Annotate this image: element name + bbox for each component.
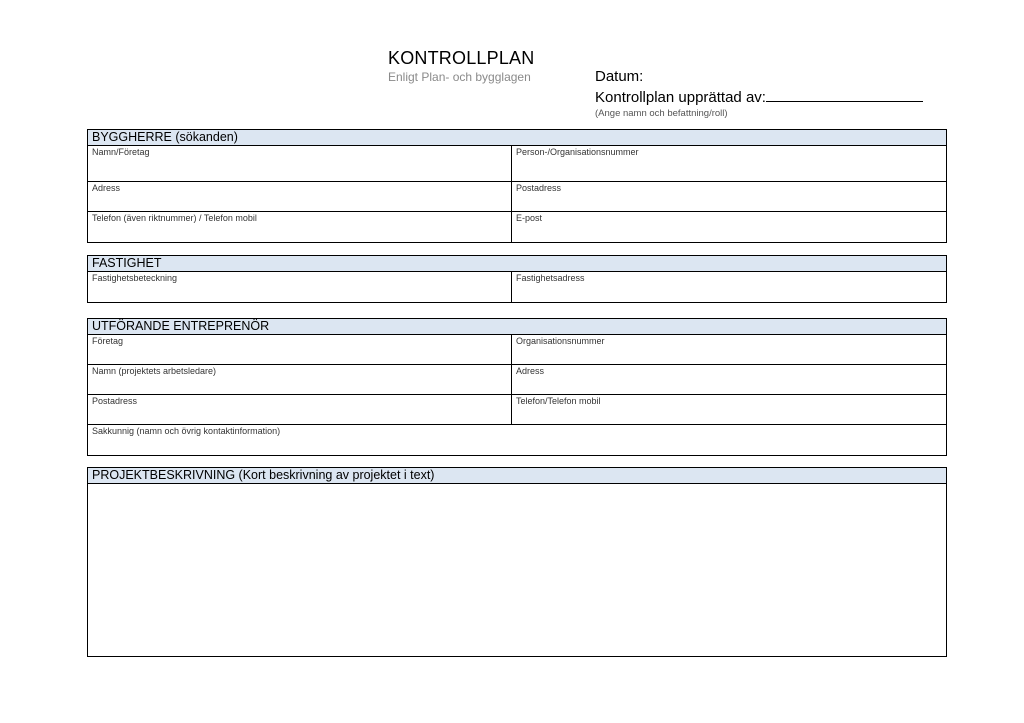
prepared-by-label: Kontrollplan upprättad av: — [595, 89, 766, 106]
prepared-by-field[interactable] — [766, 88, 923, 102]
company-field[interactable]: Företag — [88, 335, 512, 364]
project-description-field[interactable] — [88, 484, 946, 656]
contractor-phone-field[interactable]: Telefon/Telefon mobil — [516, 396, 601, 406]
expert-field[interactable]: Sakkunnig (namn och övrig kontaktinformation) — [92, 426, 281, 436]
property-designation-field[interactable]: Fastighetsbeteckning — [88, 272, 512, 302]
phone-field[interactable]: Telefon (även riktnummer) / Telefon mobil — [88, 212, 512, 242]
section-heading: BYGGHERRE (sökanden) — [88, 130, 946, 146]
company-orgnr-field[interactable]: Organisationsnummer — [516, 336, 605, 346]
form-row — [88, 395, 946, 425]
form-row — [88, 212, 946, 242]
section-heading: UTFÖRANDE ENTREPRENÖR — [88, 319, 946, 335]
orgnr-field[interactable]: Person-/Organisationsnummer — [516, 147, 639, 157]
form-row — [88, 425, 946, 455]
datum-label: Datum: — [595, 68, 644, 85]
form-row — [88, 335, 946, 365]
contractor-address-field[interactable]: Adress — [516, 366, 545, 376]
section-entreprenor — [87, 318, 947, 456]
document-subtitle: Enligt Plan- och bygglagen — [388, 70, 531, 84]
property-address-field[interactable]: Fastighetsadress — [516, 273, 585, 283]
section-fastighet — [87, 255, 947, 303]
supervisor-name-field[interactable]: Namn (projektets arbetsledare) — [88, 365, 512, 394]
form-row — [88, 182, 946, 212]
section-heading: PROJEKTBESKRIVNING (Kort beskrivning av projektet i text) — [88, 468, 946, 484]
email-field[interactable]: E-post — [516, 213, 543, 223]
prepared-by-hint: (Ange namn och befattning/roll) — [595, 108, 728, 119]
contractor-postal-field[interactable]: Postadress — [88, 395, 512, 424]
address-field[interactable]: Adress — [88, 182, 512, 211]
name-field[interactable]: Namn/Företag — [88, 146, 512, 181]
form-row — [88, 146, 946, 182]
form-row — [88, 272, 946, 302]
prepared-by-row — [595, 88, 945, 106]
postal-field[interactable]: Postadress — [516, 183, 562, 193]
form-row — [88, 365, 946, 395]
section-byggherre — [87, 129, 947, 243]
section-projekt — [87, 467, 947, 657]
section-heading: FASTIGHET — [88, 256, 946, 272]
document-title: KONTROLLPLAN — [388, 48, 535, 68]
